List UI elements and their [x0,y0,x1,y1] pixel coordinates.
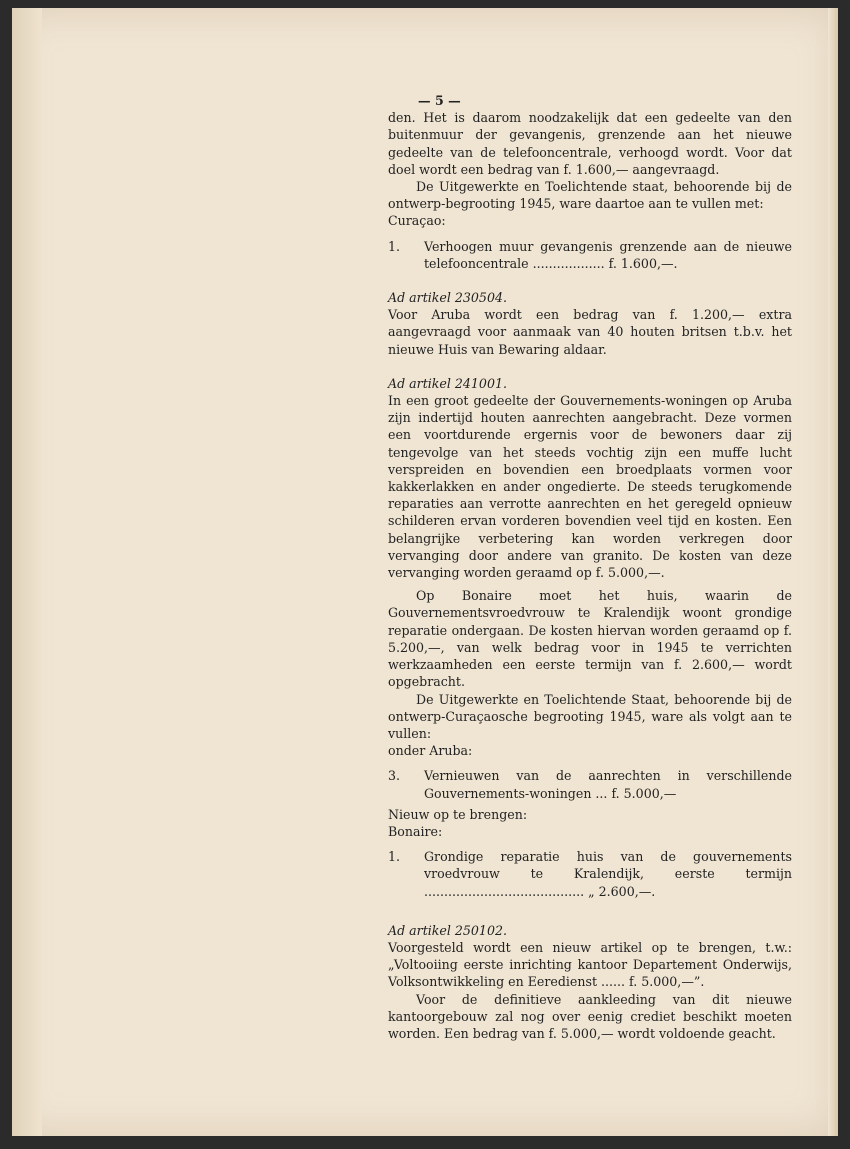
list-item [388,238,792,272]
list-item [388,767,792,801]
page-spine [12,8,42,1136]
list-item-number: 1. [388,849,401,865]
paragraph: Op Bonaire moet het huis, waarin de Gouvernementsvroedvrouw te Kralendijk woont grondige reparatie ondergaan. De kosten hiervan worden geraamd op f. 5.200,—, van welk bedrag voor in 1945 te verrichten werkzaamheden een eerste termijn van f. 2.600,— wordt opgebracht. [388,588,792,690]
paragraph: De Uitgewerkte en Toelichtende Staat, behoorende bij de ontwerp-Curaçaosche begrooting 1945, ware als volgt aan te vullen: [388,691,792,741]
paragraph: Voorgesteld wordt een nieuw artikel op te brengen, t.w.: „Voltooiing eerste inrichting kantoor Departement Onderwijs, Volksontwikkeling en Eeredienst ...... f. 5.000,—”. [388,939,792,990]
list-item-text: Verhoogen muur gevangenis grenzende aan de nieuwe telefooncentrale .................. f. 1.600,—. [424,238,792,271]
list-item-text: Grondige reparatie huis van de gouvernements vroedvrouw te Kralendijk, eerste termijn ........................................ „ 2.600,—. [424,849,792,899]
list-item [388,848,792,900]
paragraph: Voor Aruba wordt een bedrag van f. 1.200,— extra aangevraagd voor aanmaak van 40 houten britsen t.b.v. het nieuwe Huis van Bewaring aldaar. [388,307,792,357]
page-edge [828,8,838,1136]
paragraph: In een groot gedeelte der Gouvernements-woningen op Aruba zijn indertijd houten aanrechten aangebracht. Deze vormen een voortdurende ergernis voor de bewoners daar zij tengevolge van het steeds vochtig zijn een muffe lucht verspreiden en bovendien een broedplaats vormen voor kakkerlakken en ander ongedierte. De steeds terugkomende reparaties aan verrotte aanrechten en het geregeld opnieuw schilderen ervan vorderen bovendien veel tijd en kosten. Een belangrijke verbetering kan worden verkregen door vervanging door andere van granito. De kosten van deze vervanging worden geraamd op f. 5.000,—. [388,393,792,581]
paragraph: den. Het is daarom noodzakelijk dat een gedeelte van den buitenmuur der gevangenis, grenzende aan het nieuwe gedeelte van de telefooncentrale, verhoogd wordt. Voor dat doel wordt een bedrag van f. 1.600,— aangevraagd. [388,110,792,177]
paragraph: Nieuw op te brengen: [388,806,528,822]
list-item-number: 3. [388,768,401,784]
list-item-number: 1. [388,238,401,254]
page-number: — 5 — [418,93,461,108]
paragraph: Curaçao: [388,213,446,229]
paragraph: Bonaire: [388,823,443,839]
paragraph: De Uitgewerkte en Toelichtende staat, behoorende bij de ontwerp-begrooting 1945, ware daartoe aan te vullen met: [388,179,792,212]
section-heading: Ad artikel 241001. [388,375,507,391]
section-heading: Ad artikel 250102. [388,922,507,938]
paragraph: onder Aruba: [388,743,473,759]
page-content [388,92,792,1042]
document-page [12,8,838,1136]
section-heading: Ad artikel 230504. [388,290,507,306]
list-item-text: Vernieuwen van de aanrechten in verschillende Gouvernements-woningen ... f. 5.000,— [424,768,792,801]
paragraph: Voor de definitieve aankleeding van dit nieuwe kantoorgebouw zal nog over eenig crediet beschikt moeten worden. Een bedrag van f. 5.000,— wordt voldoende geacht. [388,991,792,1041]
